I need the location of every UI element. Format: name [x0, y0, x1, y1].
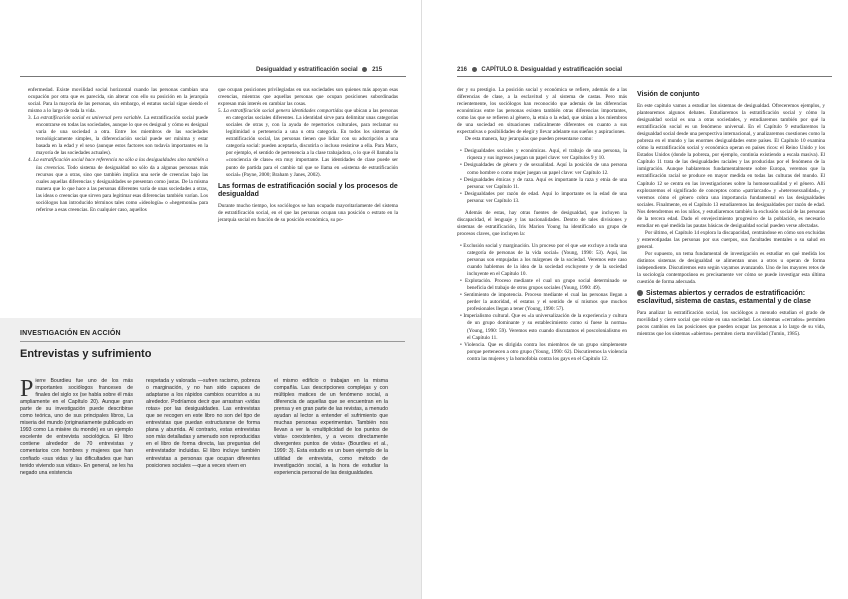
section-heading-2: Sistemas abiertos y cerrados de estratificación: esclavitud, sistema de castas, estamental y de clase — [637, 290, 811, 306]
box-column-1 — [20, 378, 133, 477]
left-page-number: 215 — [372, 67, 383, 74]
right-page-number: 216 — [457, 67, 468, 74]
separator-dot-icon — [362, 67, 367, 72]
section-heading: Visión de conjunto — [637, 91, 700, 98]
list-item-3: 3. La estratificación social es universal pero variable. La estratificación social puede encontrarse en todas las sociedades, aunque lo que es desigual y cómo es desigual varía de una sociedad a otra. Entre los miembros de las sociedades tecnológicamente simples, la diferenciación social puede ser mínima y estar basada en la edad y el sexo (aunque estos factores son todavía importantes en la mayoría de las sociedades actuales). — [28, 115, 209, 157]
separator-dot-icon — [472, 67, 477, 72]
section-bullet-icon — [637, 290, 643, 296]
right-running-head: 216 CAPÍTULO 8. Desigualdad y estratificación social — [457, 67, 623, 74]
box-rule — [20, 341, 405, 342]
paragraph: Para analizar la estratificación social, los sociólogos a menudo estudian el grado de movilidad y cierre social que existe en una sociedad. Los sistemas «cerrados» permiten pocos cambios en las posiciones que pueden ocupar las personas a lo largo de su vida, mientras que los sistemas «abiertos» permiten cierta movilidad (Tumin, 1985). — [637, 310, 825, 338]
box-column-3 — [274, 378, 388, 477]
list-item: • Desigualdades de género y de sexualidad. Aquí la posición de una persona como hombre o como mujer juegan un papel clave: ver Capítulo 12. — [460, 162, 627, 176]
box-title: Entrevistas y sufrimiento — [20, 348, 152, 360]
right-page — [421, 0, 848, 599]
list-item-4: 4. La estratificación social hace referencia no sólo a las desigualdades sino también a las creencias. Todo sistema de desigualdad no sólo da a algunas personas más recursos que a otras, sino que también implica una serie de creencias bajo las cuales aquellas diferencias y desigualdades se presentan como justas. De la misma manera que lo que hace a las personas diferentes varía de unas sociedades a otras, las ideas o creencias que sirven para legitimar esas diferencias también varían. Los sociólogos han introducido términos tales como «ideología» o «hegemonía» para referirse a esas creencias. En cualquier caso, aquellos — [28, 157, 208, 213]
left-column-1 — [28, 87, 208, 214]
right-column-1 — [457, 87, 627, 363]
box-column-2 — [146, 378, 260, 470]
paragraph: der y su prestigio. La posición social y económica se refiere, además de a las diferencias de clase, a la esclavitud y al sistema de castas. Pero más recientemente, los sociólogos han reconocido que además de las diferencias económicas entre las personas existen también otras diferencias importantes, como las que se refieren al género, la etnia o la edad, que sitúan a los miembros de una sociedad en situaciones radicalmente diferentes en cuanto a sus expectativas o posibilidades de elegir y llevar adelante sus sueños y aspiraciones. — [457, 87, 627, 136]
paragraph: enfermedad. Existe movilidad social horizontal cuando las personas cambian una ocupación por otra que es parecida, sin alterar con ello su posición en la jerarquía social. Para la mayoría de las personas, sin embargo, el estatus social sigue siendo el mismo a lo largo de toda la vida. — [28, 87, 208, 115]
paragraph: Además de estas, hay otras fuentes de desigualdad, que incluyen la discapacidad, el lenguaje y las nacionalidades. Dentro de tales divisiones y sistemas de estratificación, Iris Marion Young ha identificado un grupo de procesos claves, que incluyen la: — [457, 209, 627, 237]
list-item: • Explotación. Proceso mediante el cual un grupo social determinado se beneficia del trabajo de otros grupos sociales (Young, 1990: 49). — [460, 278, 627, 292]
left-page — [0, 0, 421, 599]
list-item: • Desigualdades por razón de edad. Aquí lo importante es la edad de una persona: ver Capítulo 13. — [460, 190, 627, 204]
left-head-rule — [20, 76, 406, 77]
list-item: • Violencia. Que es dirigida contra los miembros de un grupo simplemente porque pertenecen a otro grupo (Young, 1990: 62). Discutiremos la violencia contra las mujeres y la homofobia contra los gays en el Capítulo 12. — [460, 341, 627, 362]
list-item: • Desigualdades sociales y económicas. Aquí, el trabajo de una persona, la riqueza y sus ingresos juegan un papel clave: ver Capítulos 9 y 10. — [460, 148, 627, 162]
list-item: • Desigualdades étnicas y de raza. Aquí es importante la raza y etnia de una persona: ver Capítulo 11. — [460, 176, 627, 190]
list-item: • Exclusión social y marginación. Un proceso por el que «se excluye a toda una categoría de personas de la vida social» (Young, 1990: 53). Aquí, las personas son empujadas a los márgenes de la sociedad. Veremos este caso cuando hablemos de la idea de la sociedad excluyente y de la sociedad incluyente en el Capítulo 10. — [460, 242, 627, 278]
paragraph: Durante mucho tiempo, los sociólogos se han ocupado mayoritariamente del sistema de estratificación social, en el que las personas ocupan una posición o estrato en la jerarquía social en función de su posición económica, su po- — [218, 202, 398, 223]
right-head-rule — [457, 76, 832, 77]
left-column-2 — [218, 87, 398, 224]
paragraph: respetada y valorada —sufren racismo, pobreza o marginación, y no han sido capaces de adaptarse a los rápidos cambios ocurridos a su alrededor. Podríamos decir que arrastran «vidas rotas» por las desigualdades. Las entrevistas que se recogen en este libro no son del tipo de entrevistas que puedan estructurarse de forma plana y aburrida. Al contrario, estas entrevistas son más detalladas y amenudo son reproducidas en el libro de forma directa, las preguntas del entrevistador incluidas. El libro incluye también entrevistas a personas que ocupan diferentes posiciones sociales —que a veces viven en — [146, 378, 260, 469]
paragraph: Por último, el Capítulo 14 explora la discapacidad, centrándose en cómo son excluidas y estereotipadas las personas por sus cuerpos, sus facultades mentales o su salud en general. — [637, 229, 825, 250]
box-tag: INVESTIGACIÓN EN ACCIÓN — [20, 330, 121, 337]
list-item: • Sentimiento de impotencia. Proceso mediante el cual las personas llegan a perder la autoridad, el estatus y el sentido de sí mismos que muchos profesionales llegan a tener (Young, 1990: 57). — [460, 292, 627, 313]
left-running-head: Desigualdad y estratificación social 215 — [256, 67, 383, 74]
section-heading: Las formas de estratificación social y los procesos de desigualdad — [218, 182, 398, 198]
paragraph: el mismo edificio o trabajan en la misma compañía. Las descripciones complejas y con múltiples matices de un fenómeno social, a diferencia de aquellas que se encuentran en la prensa y en gran parte de las revistas, a menudo ayudan al lector a entender el sufrimiento que muchas personas experimentan. También nos llevan a ver la «multiplicidad de los puntos de vista» coexistentes, y a veces directamente divergentes puntos de vista» (Bourdieu et al., 1999: 3). Esta estudio es un buen ejemplo de la utilidad de entrevista, como método de investigación social, a la hora de estudiar la experiencia personal de las desigualdades. — [274, 378, 388, 476]
drop-cap: P — [20, 376, 34, 402]
paragraph: que ocupan posiciones privilegiadas en sus sociedades son quienes más apoyan esas creencias, mientras que aquellas personas que ocupan posiciones subordinadas expresan más interés en cambiar las cosas. — [218, 87, 398, 108]
paragraph: En este capítulo vamos a estudiar los sistemas de desigualdad. Ofreceremos ejemplos, y plantearemos algunos debates. Estudiaremos la estratificación social y cómo la desigualdad social es una a otras sociedades, y estudiaremos también por qué la estratificación social es un fenómeno universal. En el Capítulo 9 estudiaremos la desigualdad social desde una perspectiva internacional, y analizaremos cuestiones como la pobreza en el mundo y las enormes desigualdades entre países. El Capítulo 10 examina cómo la estratificación social y económica operan en países ricos: el Reino Unido y los Estados Unidos (donde la pobreza, por ejemplo, continúa existiendo a escala masiva). El Capítulo 11 trata de las desigualdades raciales y las producidas por el fenómeno de la inmigración. Aunque hablaremos fundamentalmente sobre Europa, veremos que la estratificación racial se produce en mayor medida en todas las culturas del mundo. El Capítulo 12 se centra en las investigaciones sobre la homosexualidad y el género. Allí exploraremos el significado de conceptos como «patriarcado» y «heterosexualidad», y veremos cómo el género cobra una importancia fundamental en las desigualdades sociales. Finalmente, en el Capítulo 13 estudiaremos las desigualdades por razón de edad. Nos detendremos en los niños, y estudiaremos también la exclusión social de las personas de la tercera edad. Dado el envejecimiento progresivo de la población, es necesario estudiar en qué medida las pautas básicas de desigualdad social pueden verse afectadas. — [637, 103, 825, 229]
right-column-2 — [637, 87, 825, 338]
list-item: • Imperialismo cultural. Que es «la universalización de la experiencia y cultura de un grupo dominante y su establecimiento como si fuese la norma» (Young, 1990: 59). Veremos esto cuando discutamos el poscolonialismo en el Capítulo 11. — [460, 313, 627, 341]
paragraph: ierre Bourdieu fue uno de los más importantes sociólogos franceses de finales del siglo xx (se habla sobre él más ampliamente en el Capítulo 20). Aunque gran parte de su investigación puede describirse como teórica, uno de sus principales libros, La miseria del mundo (originariamente publicado en 1993 como La misère du monde) es un ejemplo excelente de entrevista sociológica. El libro contiene alrededor de 70 entrevistas y comentarios con hombres y mujeres que han confiado «sus vidas y las dificultades que han tenido viviendo sus vidas». En general, se les ha negado una existencia — [20, 378, 133, 476]
list-item-5: 5. La estratificación social genera identidades compartidas que ubican a las personas en categorías sociales diferentes. La identidad sirve para delimitar unas categorías sociales de otras y, con la ayuda de repertorios culturales, para reclamar su legitimidad o pertenencia a una u otra categoría. En todos los sistemas de estratificación social, las personas tienen que lidiar con su adscripción a una categoría social: pueden aceptarla, discutirla o incluso resistirse a ella. Para Marx, por ejemplo, el sentido de pertenencia a la clase trabajadora, o lo que él llamaba la «conciencia de clase» era muy importante. Las identidades de clase puede ser punto de partida para el cambio tal que se llama en «sistema de estratificación social» (Payne, 2000; Braham y Janes, 2002). — [218, 108, 398, 178]
paragraph: De esta manera, hay jerarquías que pueden presentarse como: — [465, 136, 593, 143]
paragraph: Por supuesto, un tema fundamental de investigación es estudiar en qué medida los distintos sistemas de desigualdad se alimentan unos a otros u operan de forma independiente. Discutiremos esto según vayamos avanzando. Uno de los mayores retos de la sociología contemporánea es precisamente ver cómo se puede investigar esta última cuestión de forma adecuada. — [637, 250, 825, 286]
